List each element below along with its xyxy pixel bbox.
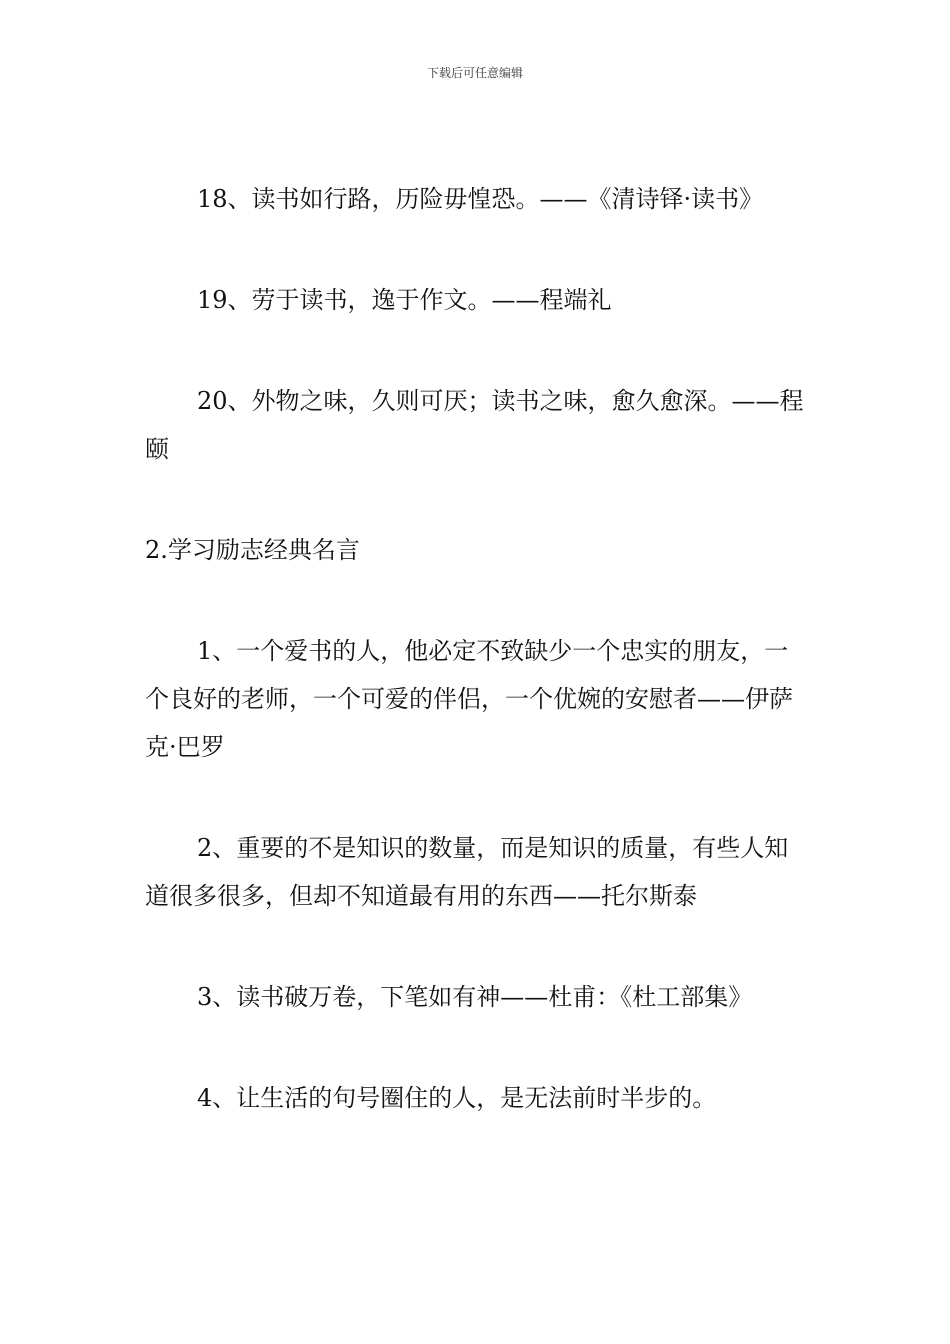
quote-2: 2、重要的不是知识的数量，而是知识的质量，有些人知道很多很多，但却不知道最有用的东西——托尔斯泰 <box>145 834 789 910</box>
page-header: 下载后可任意编辑 <box>426 66 523 80</box>
document-body <box>145 175 810 1122</box>
quote-4: 4、让生活的句号圈住的人，是无法前时半步的。 <box>197 1084 717 1112</box>
quote-20: 20、外物之味，久则可厌；读书之味，愈久愈深。——程颐 <box>145 387 804 463</box>
quote-1: 1、一个爱书的人，他必定不致缺少一个忠实的朋友，一个良好的老师，一个可爱的伴侣，一个优婉的安慰者——伊萨克·巴罗 <box>145 637 793 761</box>
quote-18: 18、读书如行路，历险毋惶恐。——《清诗铎·读书》 <box>197 185 764 213</box>
quote-3: 3、读书破万卷，下笔如有神——杜甫：《杜工部集》 <box>197 983 753 1011</box>
quote-19: 19、劳于读书，逸于作文。——程端礼 <box>197 286 612 314</box>
section-heading: 2.学习励志经典名言 <box>145 536 360 564</box>
